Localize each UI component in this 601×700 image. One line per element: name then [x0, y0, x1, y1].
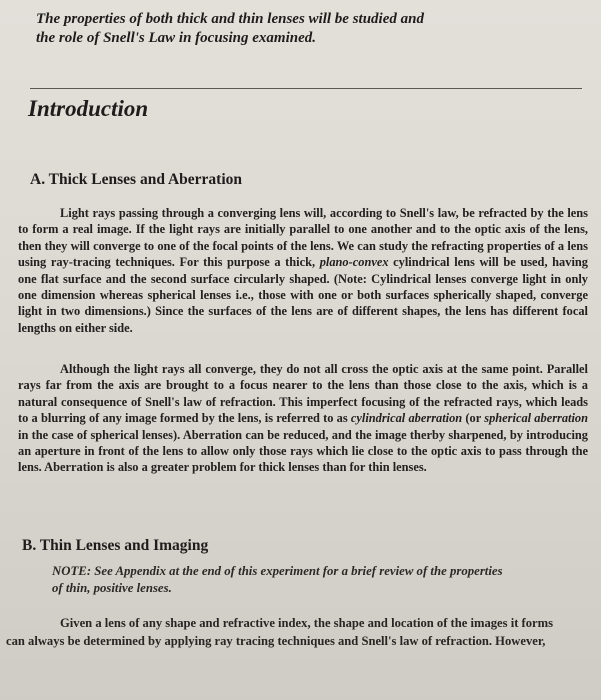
objective-line-1: The properties of both thick and thin lenses will be studied and	[36, 11, 424, 27]
emphasis-plano-convex: plano-convex	[319, 255, 389, 270]
note-label: Note:	[338, 271, 367, 286]
paragraph-line-2: can always be determined by applying ray tracing techniques and Snell's law of refraction. However,	[6, 634, 546, 648]
paragraph-thick-lenses-1	[18, 205, 588, 336]
objective-line-2: the role of Snell's Law in focusing examined.	[36, 30, 317, 46]
paragraph-line-1: Given a lens of any shape and refractive index, the shape and location of the images it forms	[60, 616, 554, 630]
paragraph-text: Cylindrical lenses converge light in only one dimension whereas spherical lenses i.e., those with one or both surfaces spherically shaped, converge light in two dimensions.) Since the surfaces of the lens are of different shapes, the lens has different focal lengths on either side.	[18, 271, 588, 335]
paragraph-thin-lenses	[6, 614, 596, 650]
paragraph-text: (or	[462, 411, 485, 426]
appendix-note	[52, 563, 572, 597]
paragraph-text: Light rays passing through a converging lens will, according to Snell's law, be refracted by the lens to form a real image. If the light rays are initially parallel to one another and to the optic axis of the lens, then they will converge to one of the focal points of the lens. We can study the refracting properties of a lens using ray-tracing techniques. For this purpose a thick,	[18, 206, 588, 270]
emphasis-spherical-aberration: spherical aberration	[484, 411, 589, 426]
note-line-2: of thin, positive lenses.	[52, 581, 172, 595]
subsection-heading-thin-lenses: B. Thin Lenses and Imaging	[22, 537, 209, 554]
emphasis-cylindrical-aberration: cylindrical aberration	[350, 411, 463, 426]
section-divider	[30, 88, 582, 89]
paragraph-text: cylindrical lens will be used, having one flat surface and the second surface circularly shaped. (	[18, 255, 588, 286]
section-title-introduction: Introduction	[28, 96, 149, 121]
objective-statement	[36, 10, 556, 48]
subsection-heading-thick-lenses: A. Thick Lenses and Aberration	[30, 171, 243, 188]
note-line-1: NOTE: See Appendix at the end of this experiment for a brief review of the properties	[52, 564, 503, 578]
paragraph-text: Although the light rays all converge, they do not all cross the optic axis at the same point. Parallel rays far from the axis are brought to a focus nearer to the lens than those close to the axis, which is a natural consequence of Snell's law of refraction. This imperfect focusing of the refracted rays, which leads to a blurring of any image formed by the lens, is referred to as	[18, 362, 588, 426]
paragraph-text: in the case of spherical lenses). Aberration can be reduced, and the image therby sharpened, by introducing an aperture in front of the lens to allow only those rays which lie close to the optic axis to pass through the lens. Aberration is also a greater problem for thick lenses than for thin lenses.	[18, 427, 588, 475]
paragraph-aberration	[18, 361, 588, 476]
